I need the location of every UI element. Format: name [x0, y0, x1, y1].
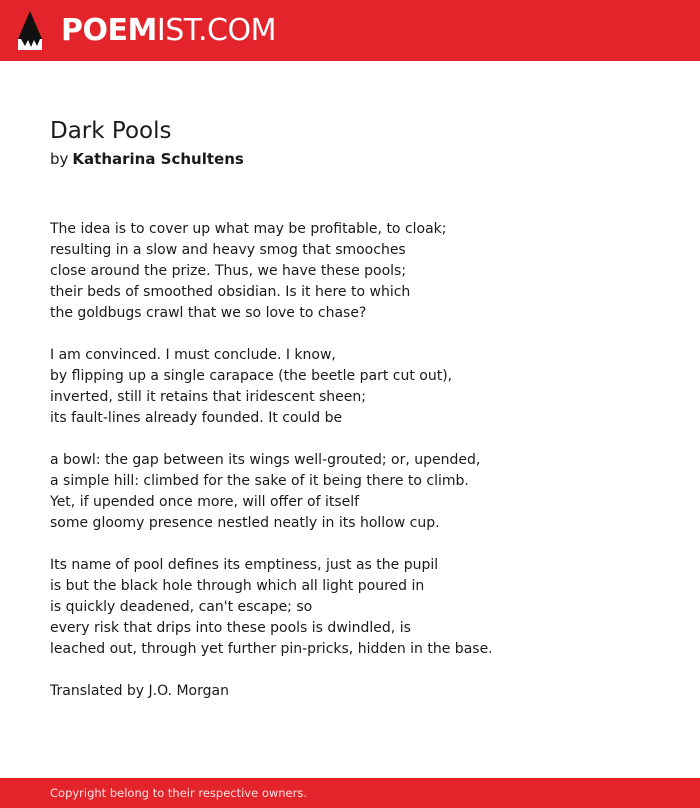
poem-line: Yet, if upended once more, will offer of itself	[50, 494, 360, 510]
poem-line: its fault-lines already founded. It could be	[50, 410, 343, 426]
logo-light-text: IST.COM	[156, 13, 276, 48]
stanza	[50, 450, 670, 534]
poem-line: resulting in a slow and heavy smog that smooches	[50, 242, 406, 258]
pencil-tip-icon[interactable]	[17, 10, 43, 51]
site-footer	[0, 778, 700, 808]
stanza	[50, 345, 670, 429]
poem-line: is quickly deadened, can't escape; so	[50, 599, 313, 615]
copyright-text: Copyright belong to their respective owners.	[50, 786, 308, 800]
poem-line: their beds of smoothed obsidian. Is it here to which	[50, 284, 411, 300]
site-logo[interactable]	[61, 13, 276, 49]
poem-line: The idea is to cover up what may be profitable, to cloak;	[50, 221, 447, 237]
poem-line: I am convinced. I must conclude. I know,	[50, 347, 336, 363]
poem-line: is but the black hole through which all light poured in	[50, 578, 425, 594]
poem-line: a bowl: the gap between its wings well-grouted; or, upended,	[50, 452, 481, 468]
translator-note: Translated by J.O. Morgan	[50, 683, 229, 699]
poem-line: Its name of pool defines its emptiness, just as the pupil	[50, 557, 439, 573]
poem-line: the goldbugs crawl that we so love to chase?	[50, 305, 367, 321]
poem-line: leached out, through yet further pin-pricks, hidden in the base.	[50, 641, 493, 657]
logo-bold-text: POEM	[61, 13, 157, 48]
site-header	[0, 0, 700, 61]
author-name: Katharina Schultens	[72, 150, 244, 168]
poem-line: by flipping up a single carapace (the beetle part cut out),	[50, 368, 453, 384]
poem-line: close around the prize. Thus, we have these pools;	[50, 263, 407, 279]
poem-line: some gloomy presence nestled neatly in its hollow cup.	[50, 515, 440, 531]
poem-line: every risk that drips into these pools is dwindled, is	[50, 620, 411, 636]
stanza	[50, 555, 670, 660]
byline	[50, 148, 244, 170]
poem-line: inverted, still it retains that iridescent sheen;	[50, 389, 366, 405]
poem-line: a simple hill: climbed for the sake of it being there to climb.	[50, 473, 469, 489]
by-label: by	[50, 150, 69, 168]
stanza	[50, 219, 670, 324]
poem-title: Dark Pools	[50, 118, 172, 144]
poem-body	[50, 219, 670, 702]
